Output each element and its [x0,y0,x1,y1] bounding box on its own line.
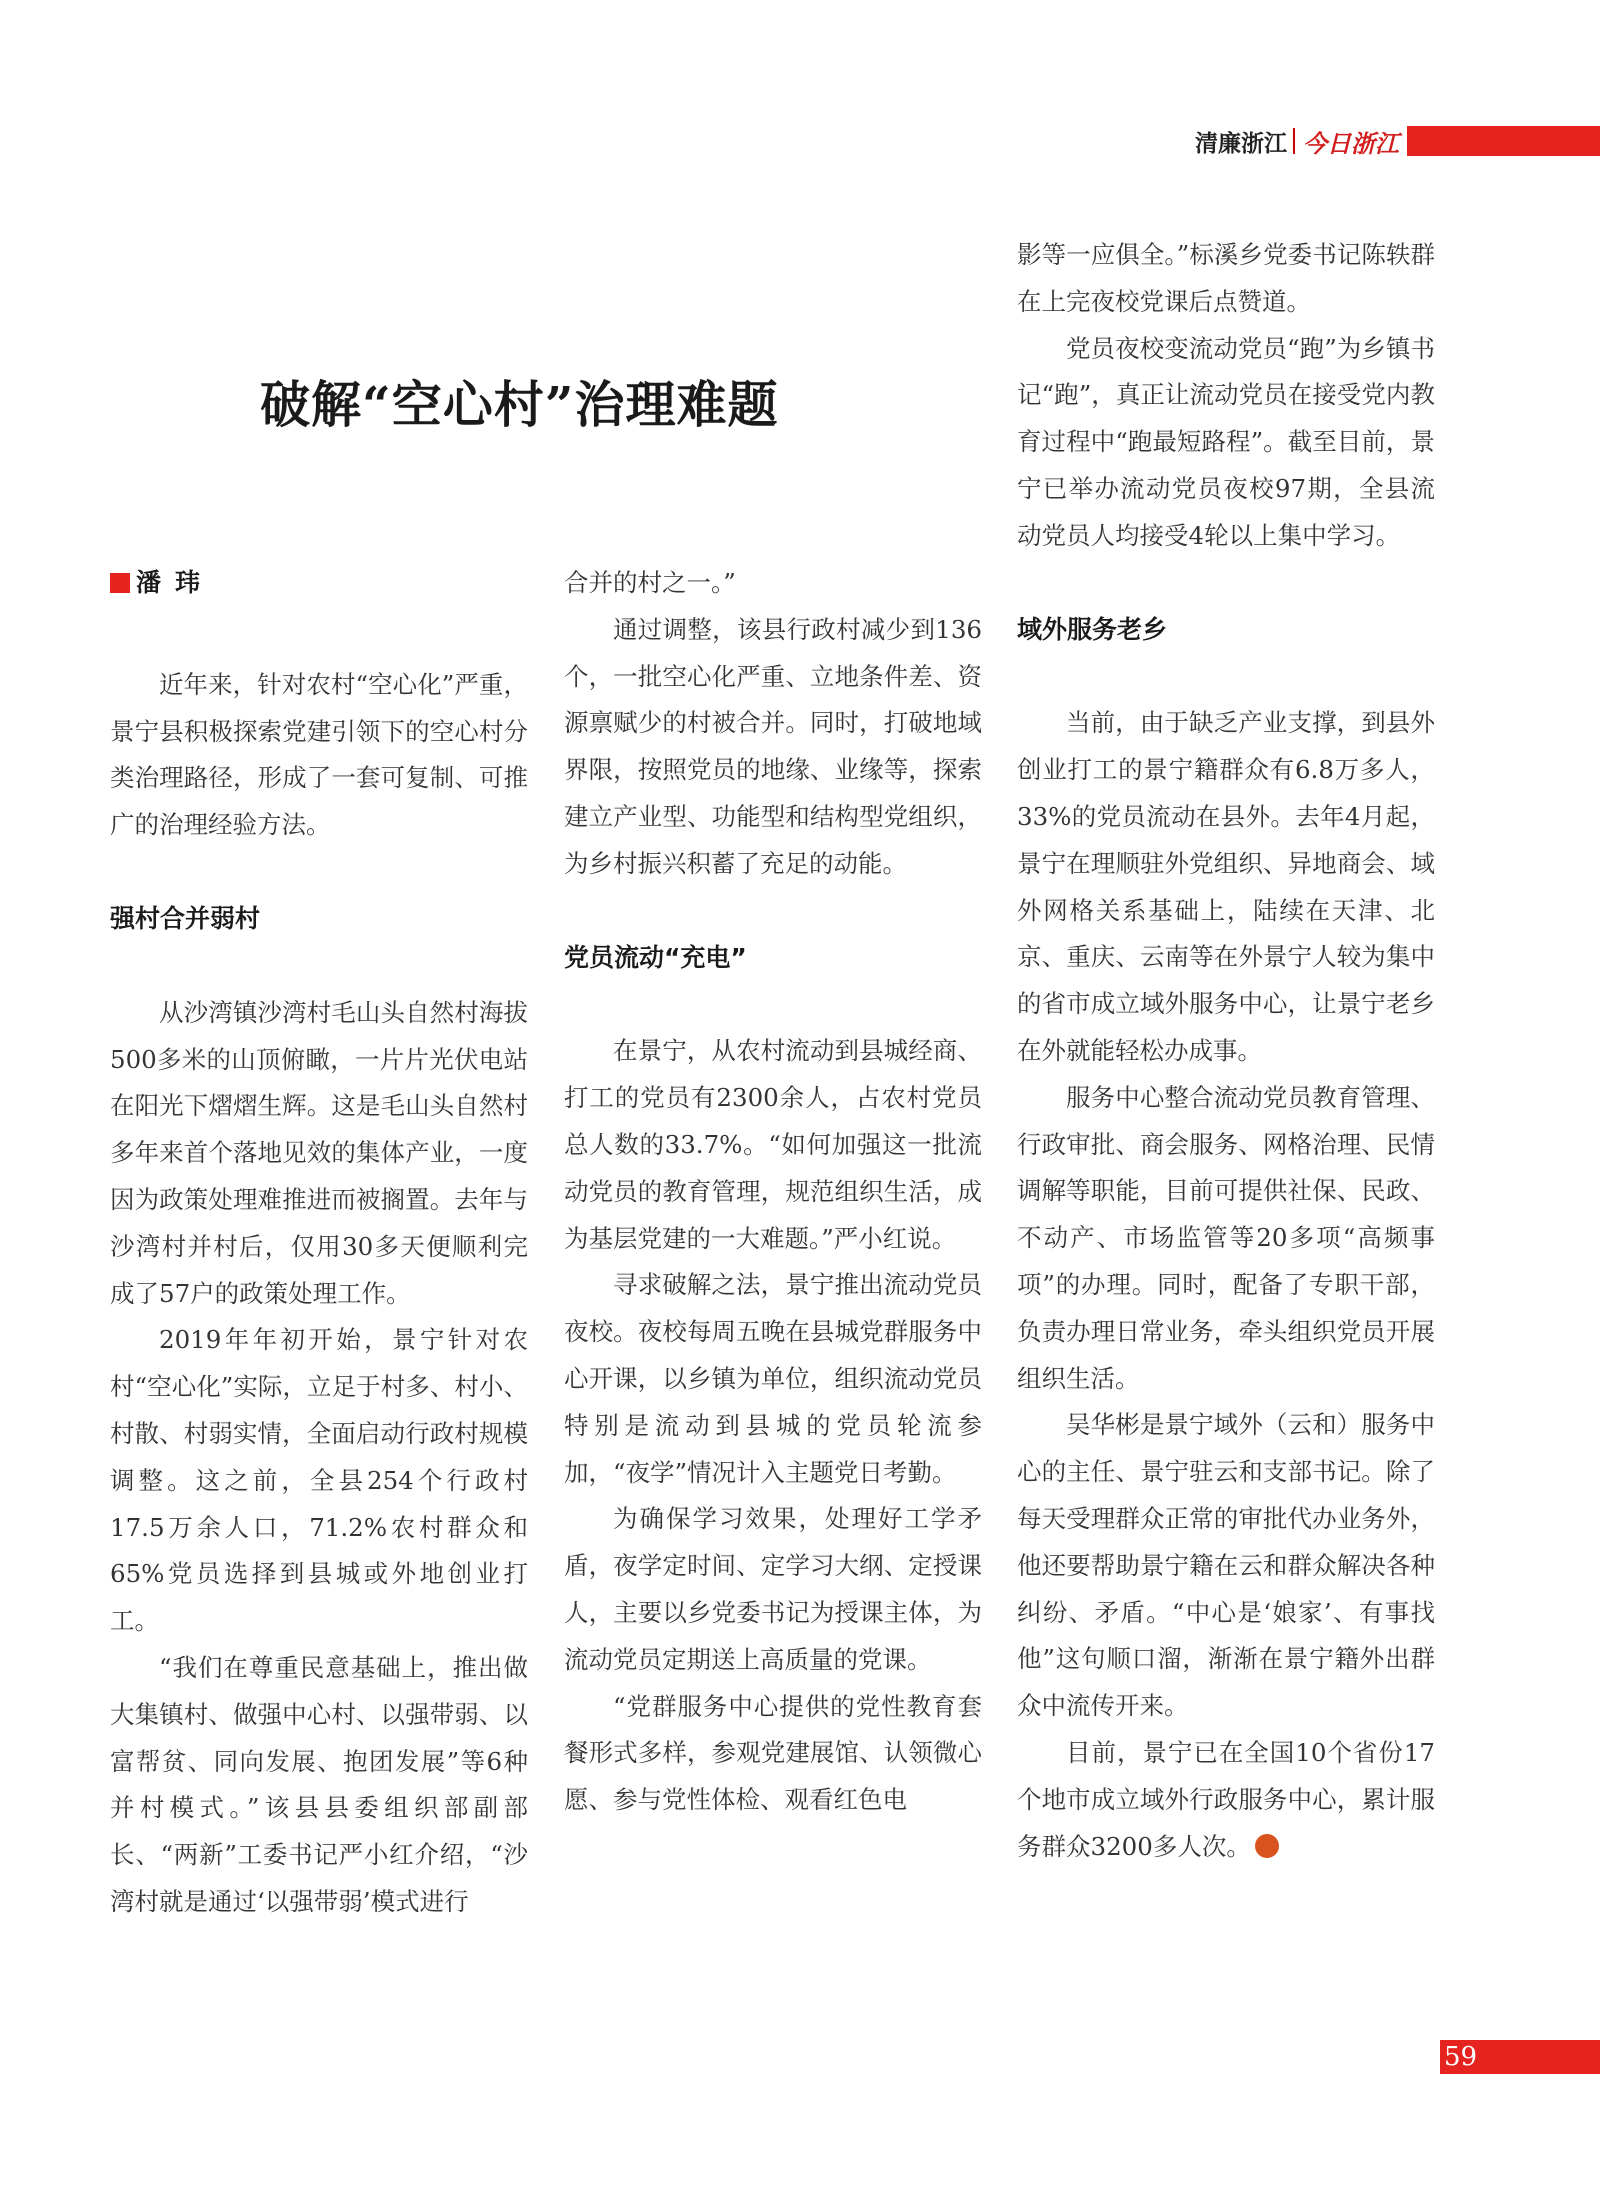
section-heading-3: 域外服务老乡 [1017,614,1168,644]
page-footer-bar [1440,2040,1600,2074]
paragraph: 2019年年初开始，景宁针对农村“空心化”实际，立足于村多、村小、村散、村弱实情，全面启动行政村规模调整。这之前，全县254个行政村17.5万余人口，71.2%农村群众和65%党员选择到县城或外地创业打工。 [110,1325,528,1636]
section-heading-2: 党员流动“充电” [564,942,747,972]
paragraph: “我们在尊重民意基础上，推出做大集镇村、做强中心村、以强带弱、以富帮贫、同向发展、抱团发展”等6种并村模式。”该县县委组织部副部长、“两新”工委书记严小红介绍，“沙湾村就是通过‘以强带弱’模式进行 [110,1652,528,1916]
column-3 [1017,232,1435,1870]
section-heading-1: 强村合并弱村 [110,903,261,933]
byline [110,560,528,607]
paragraph-continuation: 合并的村之一。” [564,568,736,597]
paragraph-continuation: 影等一应俱全。”标溪乡党委书记陈轶群在上完夜校党课后点赞道。 [1017,240,1435,316]
header-red-bar [1407,126,1600,156]
page-header [1195,124,1600,158]
paragraph: 通过调整，该县行政村减少到136个，一批空心化严重、立地条件差、资源禀赋少的村被合并。同时，打破地域界限，按照党员的地缘、业缘等，探索建立产业型、功能型和结构型党组织，为乡村振兴积蓄了充足的动能。 [564,614,982,878]
paragraph: 为确保学习效果，处理好工学矛盾，夜学定时间、定学习大纲、定授课人，主要以乡党委书记为授课主体，为流动党员定期送上高质量的党课。 [564,1504,982,1674]
magazine-logo: 今日浙江 [1303,128,1399,158]
paragraph: 在景宁，从农村流动到县城经商、打工的党员有2300余人，占农村党员总人数的33.7%。“如何加强这一批流动党员的教育管理，规范组织生活，成为基层党建的一大难题。”严小红说。 [564,1036,982,1253]
paragraph: 吴华彬是景宁域外（云和）服务中心的主任、景宁驻云和支部书记。除了每天受理群众正常的审批代办业务外，他还要帮助景宁籍在云和群众解决各种纠纷、矛盾。“中心是‘娘家’、有事找他”这句顺口溜，渐渐在景宁籍外出群众中流传开来。 [1017,1410,1435,1721]
column-1 [110,560,528,1926]
final-paragraph [1017,1730,1435,1870]
paragraph: 寻求破解之法，景宁推出流动党员夜校。夜校每周五晚在县城党群服务中心开课，以乡镇为单位，组织流动党员特别是流动到县城的党员轮流参加，“夜学”情况计入主题党日考勤。 [564,1270,982,1487]
article-title: 破解“空心村”治理难题 [260,375,779,434]
intro-paragraph: 近年来，针对农村“空心化”严重，景宁县积极探索党建引领下的空心村分类治理路径，形成了一套可复制、可推广的治理经验方法。 [110,669,528,840]
end-mark-icon [1255,1834,1279,1858]
paragraph: 党员夜校变流动党员“跑”为乡镇书记“跑”，真正让流动党员在接受党内教育过程中“跑最短路程”。截至目前，景宁已举办流动党员夜校97期，全县流动党员人均接受4轮以上集中学习。 [1017,333,1435,550]
paragraph: 当前，由于缺乏产业支撑，到县外创业打工的景宁籍群众有6.8万多人，33%的党员流动在县外。去年4月起，景宁在理顺驻外党组织、异地商会、域外网格关系基础上，陆续在天津、北京、重庆、云南等在外景宁人较为集中的省市成立域外服务中心，让景宁老乡在外就能轻松办成事。 [1017,708,1435,1065]
page-number: 59 [1444,2042,1478,2072]
author-name: 潘玮 [136,568,215,597]
final-paragraph-text: 目前，景宁已在全国10个省份17个地市成立域外行政服务中心，累计服务群众3200多人次。 [1017,1737,1435,1861]
header-divider [1293,128,1295,154]
paragraph: 服务中心整合流动党员教育管理、行政审批、商会服务、网格治理、民情调解等职能，目前可提供社保、民政、不动产、市场监管等20多项“高频事项”的办理。同时，配备了专职干部，负责办理日常业务，牵头组织党员开展组织生活。 [1017,1082,1435,1393]
paragraph: “党群服务中心提供的党性教育套餐形式多样，参观党建展馆、认领微心愿、参与党性体检、观看红色电 [564,1691,982,1815]
paragraph: 从沙湾镇沙湾村毛山头自然村海拔500多米的山顶俯瞰，一片片光伏电站在阳光下熠熠生辉。这是毛山头自然村多年来首个落地见效的集体产业，一度因为政策处理难推进而被搁置。去年与沙湾村并村后，仅用30多天便顺利完成了57户的政策处理工作。 [110,997,528,1308]
column-2 [564,560,982,1824]
section-label: 清廉浙江 [1195,130,1287,157]
byline-square-icon [110,573,130,593]
